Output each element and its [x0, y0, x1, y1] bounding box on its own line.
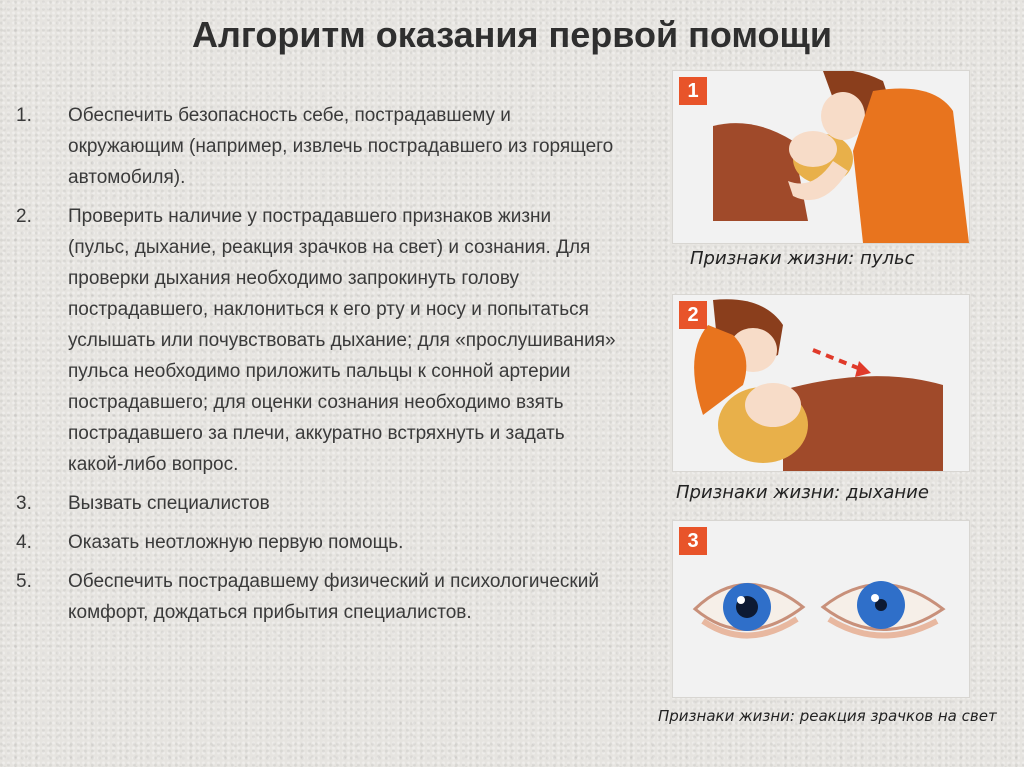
step-number: 5. [16, 571, 32, 592]
caption-breathing: Признаки жизни: дыхание [676, 482, 929, 503]
list-item [16, 201, 616, 480]
step-number: 3. [16, 493, 32, 514]
list-item [16, 527, 616, 558]
pulse-check-picture [673, 71, 969, 243]
list-item [16, 100, 616, 193]
list-item [16, 488, 616, 519]
steps-list [16, 100, 616, 636]
step-number: 4. [16, 532, 32, 553]
step-text: Обеспечить пострадавшему физический и психологический комфорт, дождаться прибытия специалистов. [68, 571, 599, 623]
illustration-pupils [672, 520, 970, 698]
caption-pulse: Признаки жизни: пульс [690, 248, 915, 269]
step-number: 2. [16, 206, 32, 227]
step-text: Проверить наличие у пострадавшего признаков жизни (пульс, дыхание, реакция зрачков на свет) и сознания. Для проверки дыхания необходимо запрокинуть голову пострадавшего, наклониться к его рту и носу и попытаться услышать или почувствовать дыхание; для «прослушивания» пульса необходимо приложить пальцы к сонной артерии пострадавшего; для оценки сознания необходимо взять пострадавшего за плечи, аккуратно встряхнуть и задать какой-либо вопрос. [68, 206, 616, 475]
step-text: Обеспечить безопасность себе, пострадавшему и окружающим (например, извлечь пострадавшего из горящего автомобиля). [68, 105, 614, 188]
list-item [16, 566, 616, 628]
caption-pupils: Признаки жизни: реакция зрачков на свет [658, 707, 997, 725]
step-badge: 1 [679, 77, 707, 105]
step-text: Вызвать специалистов [68, 493, 270, 514]
breathing-check-picture [673, 295, 969, 471]
step-text: Оказать неотложную первую помощь. [68, 532, 404, 553]
illustration-breathing [672, 294, 970, 472]
illustration-pulse [672, 70, 970, 244]
step-badge: 3 [679, 527, 707, 555]
step-number: 1. [16, 105, 32, 126]
eyes-picture [673, 521, 969, 697]
page-title: Алгоритм оказания первой помощи [191, 14, 832, 55]
step-badge: 2 [679, 301, 707, 329]
